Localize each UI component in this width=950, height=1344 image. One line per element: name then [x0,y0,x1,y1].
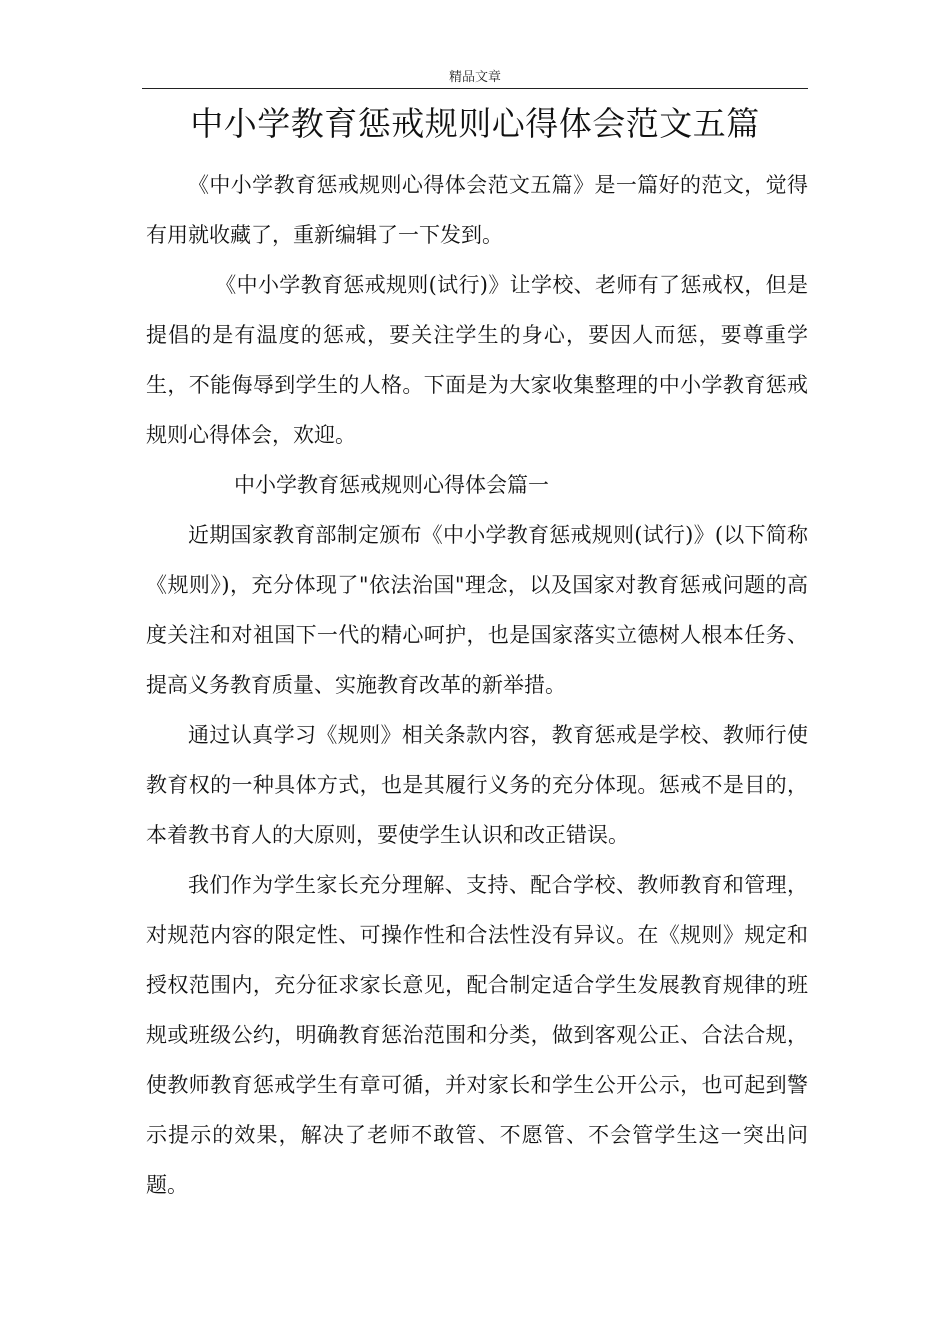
intro-paragraph: 《中小学教育惩戒规则心得体会范文五篇》是一篇好的范文，觉得有用就收藏了，重新编辑了一下发到。 [146,173,808,247]
page-header: 精品文章 [448,70,501,85]
summary-paragraph: 《中小学教育惩戒规则(试行)》让学校、老师有了惩戒权，但是提倡的是有温度的惩戒，要关注学生的身心，要因人而惩，要尊重学生，不能侮辱到学生的人格。下面是为大家收集整理的中小学教育惩戒规则心得体会，欢迎。 [146,273,808,447]
body-paragraph: 通过认真学习《规则》相关条款内容，教育惩戒是学校、教师行使教育权的一种具体方式，也是其履行义务的充分体现。惩戒不是目的，本着教书育人的大原则，要使学生认识和改正错误。 [146,723,808,847]
body-paragraph: 近期国家教育部制定颁布《中小学教育惩戒规则(试行)》(以下简称《规则》)，充分体现了"依法治国"理念，以及国家对教育惩戒问题的高度关注和对祖国下一代的精心呵护，也是国家落实立德树人根本任务、提高义务教育质量、实施教育改革的新举措。 [146,523,808,697]
document-title: 中小学教育惩戒规则心得体会范文五篇 [190,104,760,143]
document-body [146,160,808,1210]
body-paragraph: 我们作为学生家长充分理解、支持、配合学校、教师教育和管理，对规范内容的限定性、可操作性和合法性没有异议。在《规则》规定和授权范围内，充分征求家长意见，配合制定适合学生发展教育规律的班规或班级公约，明确教育惩治范围和分类，做到客观公正、合法合规，使教师教育惩戒学生有章可循，并对家长和学生公开公示，也可起到警示提示的效果，解决了老师不敢管、不愿管、不会管学生这一突出问题。 [146,873,808,1197]
header-divider [142,88,808,89]
section-heading: 中小学教育惩戒规则心得体会篇一 [234,473,549,497]
